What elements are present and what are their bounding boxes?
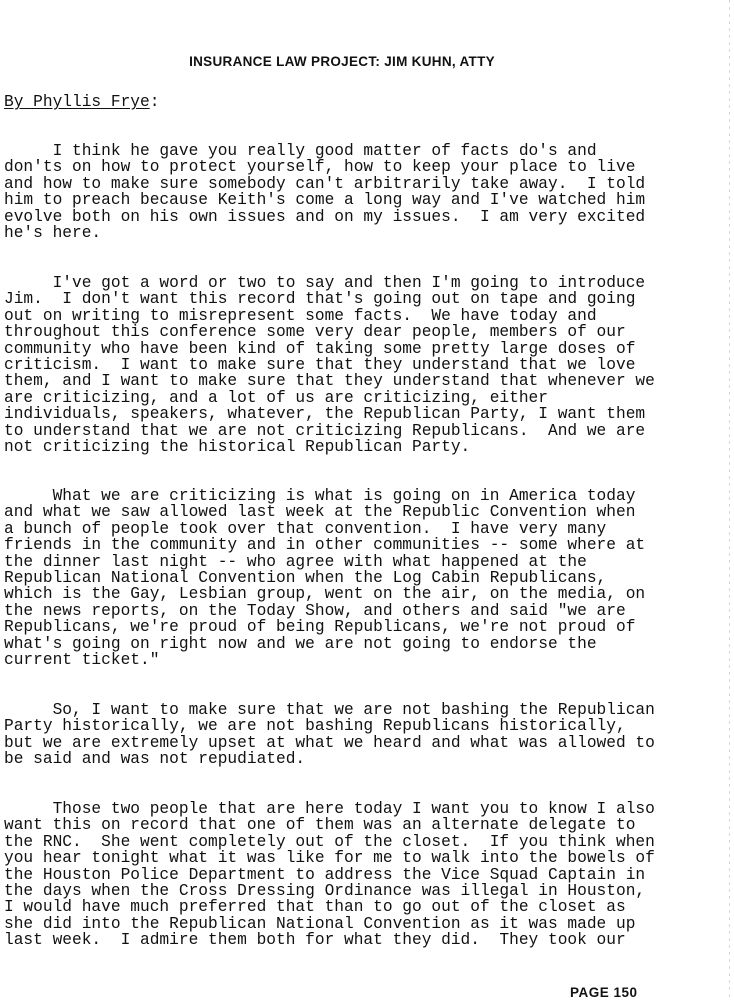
paragraph-intro — [4, 143, 650, 241]
text-line: throughout this conference some very dear people, members of our — [4, 323, 626, 342]
text-line: are criticizing, and a lot of us are criticizing, either — [4, 388, 548, 407]
byline-author: By Phyllis Frye — [4, 93, 150, 111]
paragraph-not-bashing — [4, 701, 655, 769]
paragraph-two-people — [4, 800, 655, 950]
page-number: PAGE 150 — [570, 985, 638, 1000]
text-line: I would have much preferred that than to go out of the closet as — [4, 898, 626, 917]
text-line: What we are criticizing is what is going on in America today — [4, 487, 636, 505]
text-line: not criticizing the historical Republican Party. — [4, 437, 471, 456]
text-line: and what we saw allowed last week at the Republic Convention when — [4, 503, 636, 522]
text-line: he's here. — [4, 223, 102, 242]
text-line: a bunch of people took over that convention. I have very many — [4, 519, 607, 538]
text-line: Republicans, we're proud of being Republicans, we're not proud of — [4, 618, 636, 637]
text-line: I think he gave you really good matter of facts do's and — [4, 142, 597, 160]
text-line: the dinner last night -- who agree with what happened at the — [4, 552, 587, 571]
text-line: the RNC. She went completely out of the closet. If you think when — [4, 832, 655, 851]
text-line: but we are extremely upset at what we heard and what was allowed to — [4, 733, 655, 752]
byline-colon: : — [149, 93, 160, 111]
text-line: want this on record that one of them was an alternate delegate to — [4, 816, 636, 835]
text-line: Those two people that are here today I want you to know I also — [4, 800, 655, 818]
text-line: the Houston Police Department to address the Vice Squad Captain in — [4, 865, 646, 884]
text-line: out on writing to misrepresent some facts. We have today and — [4, 306, 597, 325]
text-line: and how to make sure somebody can't arbitrarily take away. I told — [4, 174, 646, 193]
paragraph-word-or-two — [4, 274, 655, 456]
text-line: current ticket." — [4, 650, 160, 669]
text-line: So, I want to make sure that we are not bashing the Republican — [4, 701, 655, 719]
text-line: to understand that we are not criticizing Republicans. And we are — [4, 421, 646, 440]
page-title: INSURANCE LAW PROJECT: JIM KUHN, ATTY — [189, 54, 495, 69]
text-line: Republican National Convention when the Log Cabin Republicans, — [4, 568, 607, 587]
text-line: Party historically, we are not bashing Republicans historically, — [4, 717, 626, 736]
paragraph-criticizing-america — [4, 488, 650, 668]
text-line: them, and I want to make sure that they understand that whenever we — [4, 372, 655, 391]
text-line: the days when the Cross Dressing Ordinance was illegal in Houston, — [4, 881, 646, 900]
text-line: individuals, speakers, whatever, the Republican Party, I want them — [4, 405, 646, 424]
text-line: don'ts on how to protect yourself, how to keep your place to live — [4, 158, 636, 177]
text-line: which is the Gay, Lesbian group, went on the air, on the media, on — [4, 585, 646, 604]
text-line: him to preach because Keith's come a long way and I've watched him — [4, 191, 646, 210]
text-line: criticism. I want to make sure that they understand that we love — [4, 355, 636, 374]
text-line: be said and was not repudiated. — [4, 750, 306, 769]
text-line: friends in the community and in other communities -- some where at — [4, 536, 646, 555]
scan-edge-artifact — [729, 0, 730, 1000]
text-line: I've got a word or two to say and then I'm going to introduce — [4, 274, 646, 292]
text-line: she did into the Republican National Convention as it was made up — [4, 914, 636, 933]
text-line: evolve both on his own issues and on my issues. I am very excited — [4, 207, 646, 226]
text-line: what's going on right now and we are not going to endorse the — [4, 634, 597, 653]
text-line: community who have been kind of taking some pretty large doses of — [4, 339, 636, 358]
byline — [4, 94, 159, 111]
text-line: the news reports, on the Today Show, and others and said "we are — [4, 601, 626, 620]
text-line: last week. I admire them both for what they did. They took our — [4, 931, 626, 950]
text-line: Jim. I don't want this record that's going out on tape and going — [4, 290, 636, 309]
text-line: you hear tonight what it was like for me to walk into the bowels of — [4, 849, 655, 868]
